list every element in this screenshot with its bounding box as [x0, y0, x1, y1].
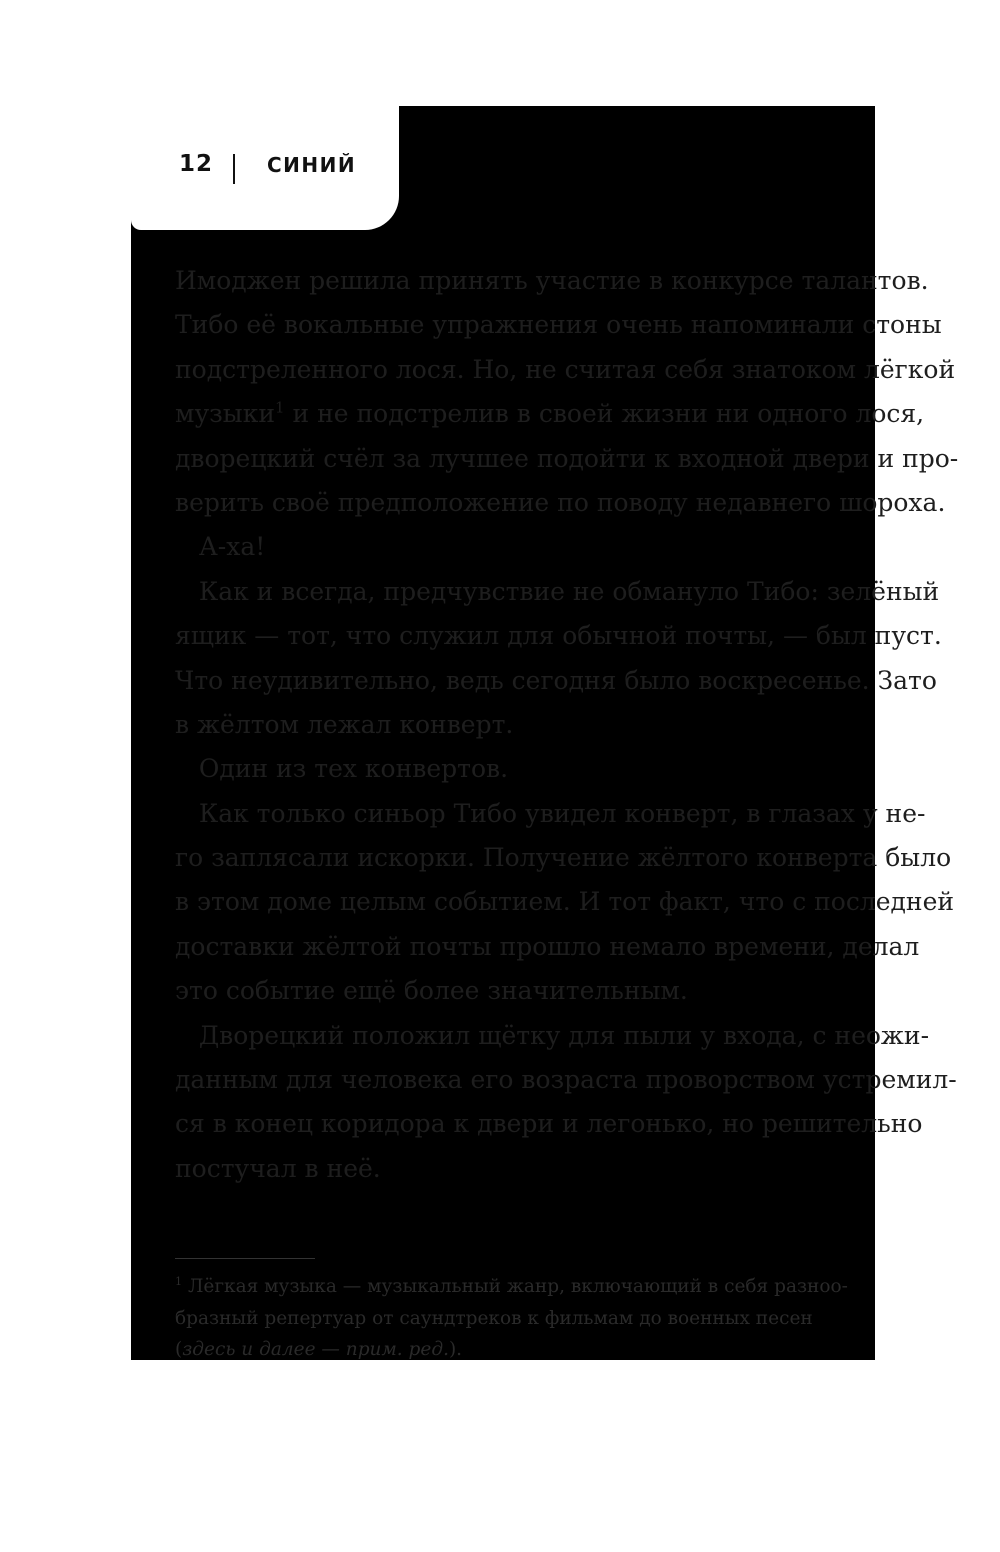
text-line: Тибо её вокальные упражнения очень напоминали стоны [175, 310, 942, 340]
text-line: Как и всегда, предчувствие не обмануло Тибо: зелёный [175, 576, 940, 606]
header-separator [233, 154, 235, 184]
footnote-marker: 1 [274, 398, 285, 417]
text-line: ящик — тот, что служил для обычной почты, — был пуст. [175, 621, 942, 651]
text-line: доставки жёлтой почты прошло немало времени, делал [175, 931, 920, 961]
text-line: Что неудивительно, ведь сегодня было воскресенье. Зато [175, 665, 937, 695]
footnote-line [175, 1334, 895, 1366]
text-line: данным для человека его возраста проворством устремил- [175, 1065, 957, 1095]
running-header [131, 106, 399, 230]
text-line: верить своё предположение по поводу недавнего шороха. [175, 487, 946, 517]
text-line: А-ха! [175, 532, 266, 562]
footnote-rule [175, 1258, 315, 1259]
text-line: го заплясали искорки. Получение жёлтого конверта было [175, 843, 952, 873]
text-line: в жёлтом лежал конверт. [175, 709, 514, 739]
text-line: подстреленного лося. Но, не считая себя знатоком лёгкой [175, 354, 956, 384]
text-line: в этом доме целым событием. И тот факт, что с последней [175, 887, 955, 917]
body-text [175, 259, 959, 1191]
chapter-title: СИНИЙ [267, 153, 357, 177]
page-block [131, 106, 959, 1360]
text-line-with-footnote [175, 392, 925, 436]
footnote-text: Лёгкая музыка — музыкальный жанр, включающий в себя разноо- [182, 1276, 848, 1297]
footnote-number: 1 [175, 1274, 183, 1288]
text-line: Имоджен решила принять участие в конкурсе талантов. [175, 266, 929, 295]
text-line: постучал в неё. [175, 1153, 381, 1183]
footnote-text: ). [448, 1339, 463, 1360]
text-fragment: музыки [175, 399, 275, 429]
footnote-line [175, 1271, 895, 1303]
footnote [175, 1271, 895, 1366]
footnote-line: бразный репертуар от саундтреков к фильмам до военных песен [175, 1307, 813, 1329]
text-fragment: и не подстрелив в своей жизни ни одного лося, [284, 399, 925, 429]
text-line: Как только синьор Тибо увидел конверт, в глазах у не- [175, 798, 926, 828]
text-line: Дворецкий положил щётку для пыли у входа, с неожи- [175, 1020, 930, 1050]
text-line: ся в конец коридора к двери и легонько, но решительно [175, 1109, 923, 1139]
footnote-text: ( [175, 1339, 183, 1360]
page-number: 12 [179, 151, 214, 177]
footnote-italic-text: здесь и далее — прим. ред. [182, 1339, 449, 1360]
text-line: Один из тех конвертов. [175, 754, 509, 784]
text-line: это событие ещё более значительным. [175, 976, 688, 1006]
text-line: дворецкий счёл за лучшее подойти к входной двери и про- [175, 443, 959, 473]
